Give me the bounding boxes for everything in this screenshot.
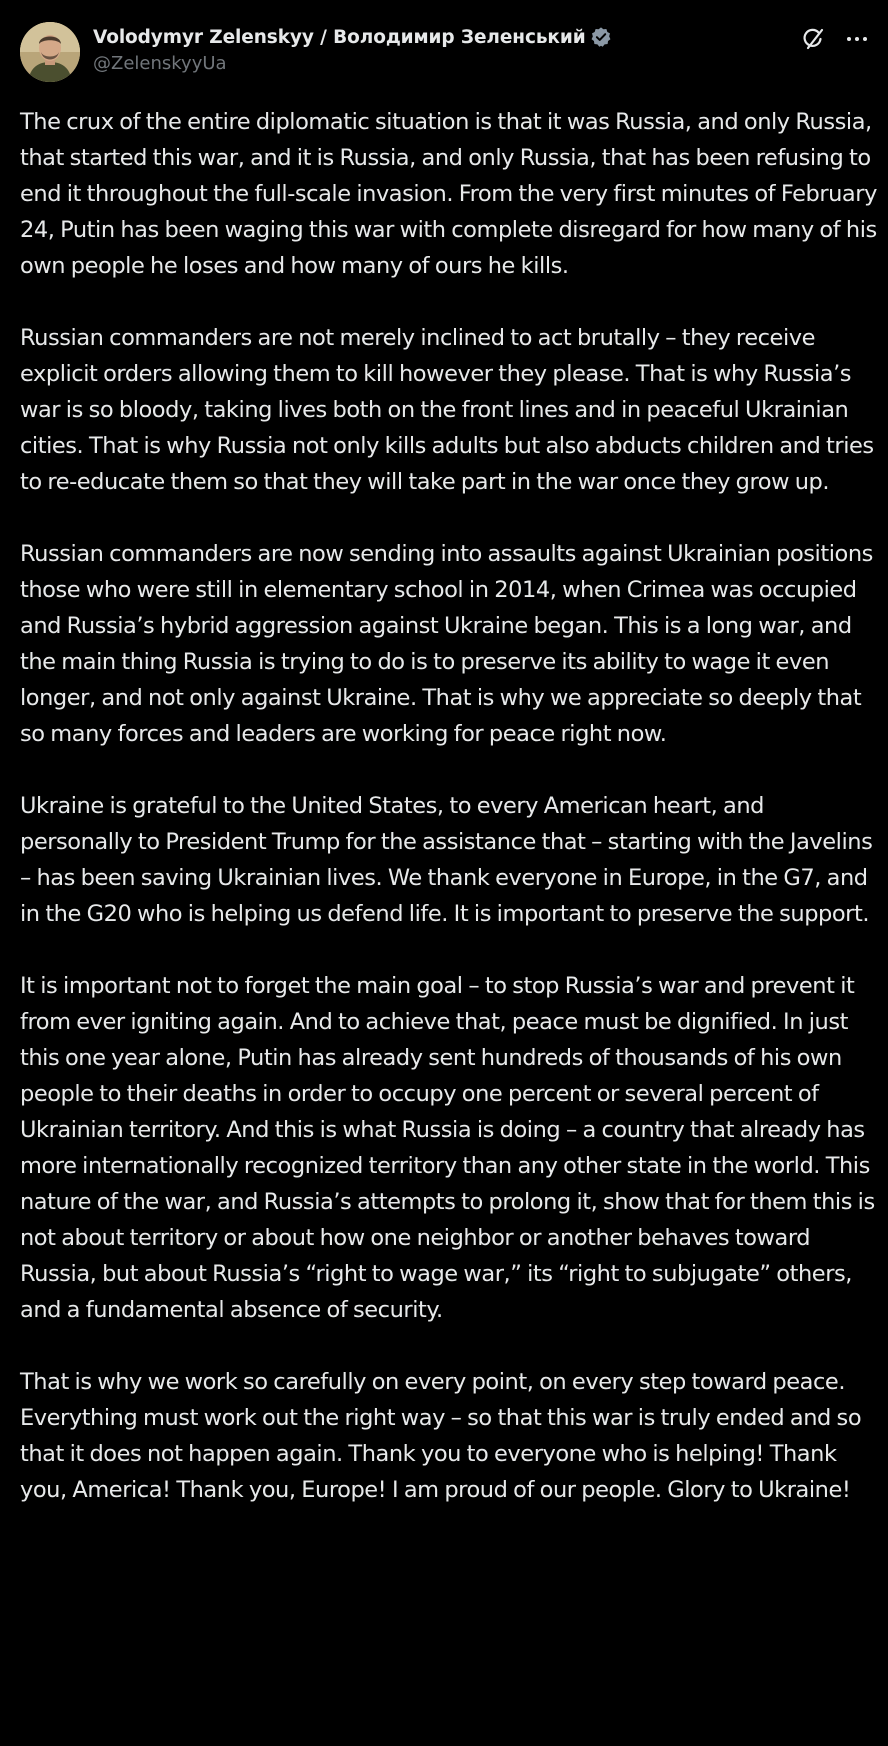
- post-actions: [800, 26, 870, 52]
- avatar[interactable]: [20, 22, 80, 82]
- post-paragraph: It is important not to forget the main goal – to stop Russia’s war and prevent it from ever igniting again. And to achieve that, peace must be dignified. In just this one year alone, Putin has already sent hundreds of thousands of his own people to their deaths in order to occupy one percent or several percent of Ukrainian territory. And this is what Russia is doing – a country that already has more internationally recognized territory than any other state in the world. This nature of the war, and Russia’s attempts to prolong it, show that for them this is not about territory or about how one neighbor or another behaves toward Russia, but about Russia’s “right to wage war,” its “right to subjugate” others, and a fundamental absence of security.: [20, 973, 875, 1323]
- verified-badge-icon[interactable]: [590, 26, 612, 48]
- post-paragraph: Ukraine is grateful to the United States, to every American heart, and personally to President Trump for the assistance that – starting with the Javelins – has been saving Ukrainian lives. We thank everyone in Europe, in the G7, and in the G20 who is helping us defend life. It is important to preserve the support.: [20, 793, 873, 927]
- author-info: [93, 26, 612, 86]
- post-paragraph: The crux of the entire diplomatic situation is that it was Russia, and only Russia, that started this war, and it is Russia, and only Russia, that has been refusing to end it throughout the full-scale invasion. From the very first minutes of February 24, Putin has been waging this war with complete disregard for how many of his own people he loses and how many of ours he kills.: [20, 109, 877, 279]
- post-header: [20, 22, 870, 84]
- avatar-photo: [20, 22, 80, 82]
- grok-icon[interactable]: [800, 26, 826, 52]
- post-paragraph: Russian commanders are not merely inclined to act brutally – they receive explicit orders allowing them to kill however they please. That is why Russia’s war is so bloody, taking lives both on the front lines and in peaceful Ukrainian cities. That is why Russia not only kills adults but also abducts children and tries to re-educate them so that they will take part in the war once they grow up.: [20, 325, 874, 495]
- author-handle[interactable]: @ZelenskyyUa: [93, 53, 227, 74]
- post-paragraph: That is why we work so carefully on every point, on every step toward peace. Everything must work out the right way – so that this war is truly ended and so that it does not happen again. Thank you to everyone who is helping! Thank you, America! Thank you, Europe! I am proud of our people. Glory to Ukraine!: [20, 1369, 862, 1503]
- author-display-name[interactable]: Volodymyr Zelenskyy / Володимир Зеленський: [93, 26, 586, 48]
- author-name-row: [93, 26, 612, 48]
- post-text: [20, 104, 880, 1544]
- post-paragraph: Russian commanders are now sending into assaults against Ukrainian positions those who were still in elementary school in 2014, when Crimea was occupied and Russia’s hybrid aggression against Ukraine began. This is a long war, and the main thing Russia is trying to do is to preserve its ability to wage it even longer, and not only against Ukraine. That is why we appreciate so deeply that so many forces and leaders are working for peace right now.: [20, 541, 873, 747]
- more-options-icon[interactable]: [844, 26, 870, 52]
